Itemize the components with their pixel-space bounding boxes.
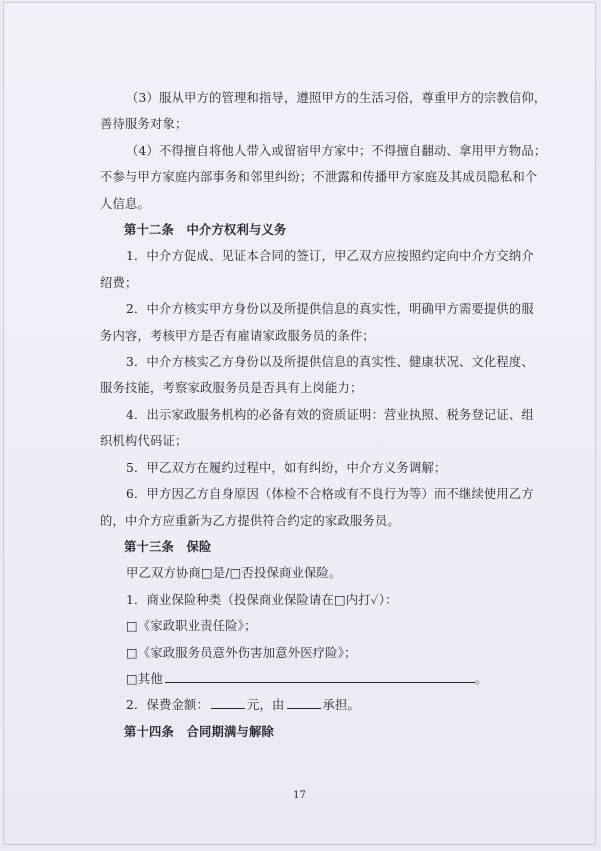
article-12-item-3-line-1: 3．中介方核实乙方身份以及所提供信息的真实性、健康状况、文化程度、 <box>126 355 534 370</box>
insurance-other-label: □其他 <box>126 671 163 686</box>
clause-11-item-3-line-2: 善待服务对象； <box>100 117 188 132</box>
clause-11-item-3-line-1: （3）服从甲方的管理和指导，遵照甲方的生活习俗，尊重甲方的宗教信仰， <box>126 91 547 105</box>
insurance-option-accident: □《家政服务员意外伤害加意外医疗险》； <box>126 645 357 660</box>
insurance-agreement-line: 甲乙双方协商□是/□否投保商业保险。 <box>126 566 342 581</box>
clause-11-item-4-line-1: （4）不得擅自将他人带入或留宿甲方家中；不得擅自翻动、拿用甲方物品； <box>126 143 547 158</box>
premium-label: 2．保费金额： <box>126 698 210 713</box>
article-12-item-4-line-2: 织机构代码证； <box>100 434 188 449</box>
insurance-other-end: 。 <box>474 671 488 686</box>
article-12-item-4-line-1: 4．出示家政服务机构的必备有效的资质证明：营业执照、税务登记证、组 <box>126 407 534 422</box>
page-number: 17 <box>293 790 306 801</box>
premium-amount-line <box>100 692 517 718</box>
article-14-heading: 第十四条 合同期满与解除 <box>124 723 274 739</box>
premium-payer-blank <box>287 696 321 709</box>
premium-end: 承担。 <box>322 698 361 713</box>
page-content <box>100 85 547 745</box>
article-12-item-1-line-2: 绍费； <box>100 275 138 290</box>
article-12-heading: 第十二条 中介方权利与义务 <box>124 222 287 238</box>
clause-11-item-4-line-2: 不参与甲方家庭内部事务和邻里纠纷；不泄露和传播甲方家庭及其成员隐私和个 <box>100 170 538 185</box>
insurance-other-blank <box>165 670 475 683</box>
article-12-item-1-line-1: 1．中介方促成、见证本合同的签订，甲乙双方应按照约定向中介方交纳介 <box>126 249 534 264</box>
clause-11-item-4-line-3: 人信息。 <box>100 196 150 211</box>
article-13-heading: 第十三条 保险 <box>124 538 212 554</box>
article-12-item-3-line-2: 服务技能，考察家政服务员是否具有上岗能力； <box>100 381 363 396</box>
insurance-option-liability: □《家政职业责任险》； <box>126 619 257 634</box>
article-12-item-6-line-1: 6．甲方因乙方自身原因（体检不合格或有不良行为等）而不继续使用乙方 <box>126 487 534 502</box>
document-page <box>3 2 596 845</box>
insurance-type-line: 1．商业保险种类（投保商业保险请在□内打✓）： <box>126 592 398 607</box>
premium-unit: 元，由 <box>247 698 285 713</box>
article-12-item-2-line-2: 务内容，考核甲方是否有雇请家政服务员的条件； <box>100 328 375 343</box>
premium-amount-blank <box>211 696 245 709</box>
article-12-item-6-line-2: 的，中介方应重新为乙方提供符合约定的家政服务员。 <box>100 513 400 528</box>
article-12-item-5: 5．甲乙双方在履约过程中，如有纠纷，中介方义务调解； <box>126 460 447 475</box>
insurance-option-other <box>100 666 517 692</box>
article-12-item-2-line-1: 2．中介方核实甲方身份以及所提供信息的真实性，明确甲方需要提供的服 <box>126 302 534 317</box>
